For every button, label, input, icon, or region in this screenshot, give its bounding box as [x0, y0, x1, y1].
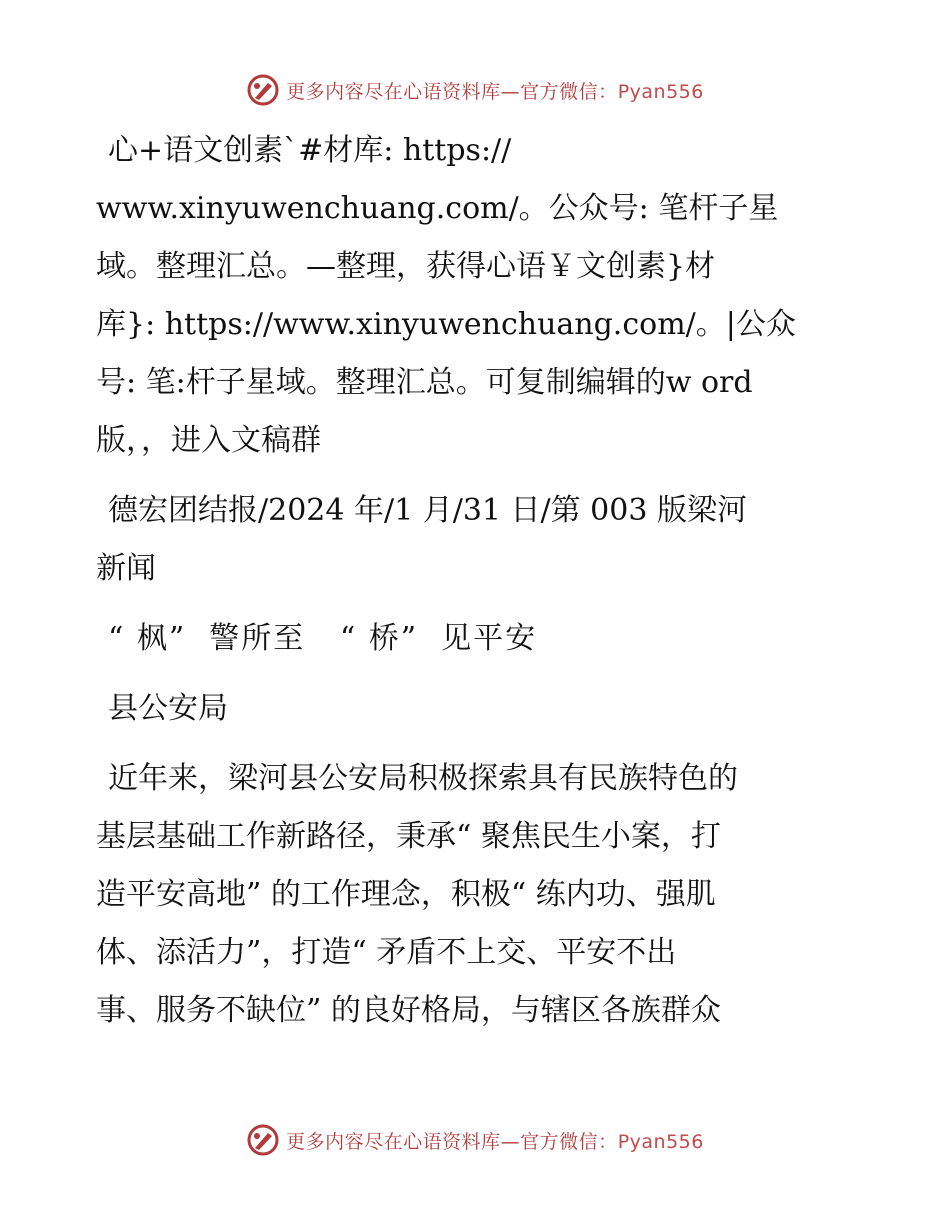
pen-logo-icon	[246, 1123, 280, 1157]
body-line: 造平安高地” 的工作理念，积极“ 练内功、强肌	[96, 877, 716, 912]
dateline-line: 德宏团结报/2024 年/1 月/31 日/第 003 版梁河	[108, 493, 747, 528]
intro-line: www.xinyuwenchuang.com/。公众号: 笔杆子星	[96, 191, 779, 226]
banner-text: 更多内容尽在心语资料库—官方微信：Pyan556	[286, 1130, 704, 1153]
intro-paragraph	[96, 122, 866, 470]
body-line: 体、添活力”，打造“ 矛盾不上交、平安不出	[96, 935, 677, 970]
dateline-line: 新闻	[96, 551, 156, 586]
intro-line: 号: 笔:杆子星域。整理汇总。可复制编辑的w ord	[96, 365, 753, 400]
body-line: 近年来，梁河县公安局积极探索具有民族特色的	[108, 761, 738, 796]
body-line: 基层基础工作新路径，秉承“ 聚焦民生小案，打	[96, 819, 721, 854]
banner-text: 更多内容尽在心语资料库—官方微信：Pyan556	[286, 80, 704, 103]
intro-line: 域。整理汇总。—整理，获得心语￥文创素}材	[96, 249, 716, 284]
header-banner	[0, 70, 950, 110]
body-line: 事、服务不缺位” 的良好格局，与辖区各族群众	[96, 993, 721, 1028]
dateline	[96, 482, 866, 598]
intro-line: 库}: https://www.xinyuwenchuang.com/。|公众	[96, 307, 796, 342]
intro-line: 版，，进入文稿群	[96, 423, 321, 458]
pen-logo-icon	[246, 73, 280, 107]
article-author: 县公安局	[108, 691, 228, 726]
article-content	[96, 122, 866, 1040]
article-title: “ 枫” 警所至 “ 桥” 见平安	[108, 621, 538, 656]
intro-line: 心+语文创素`#材库: https://	[108, 133, 512, 168]
body-paragraph	[96, 750, 866, 1040]
footer-banner	[0, 1120, 950, 1160]
